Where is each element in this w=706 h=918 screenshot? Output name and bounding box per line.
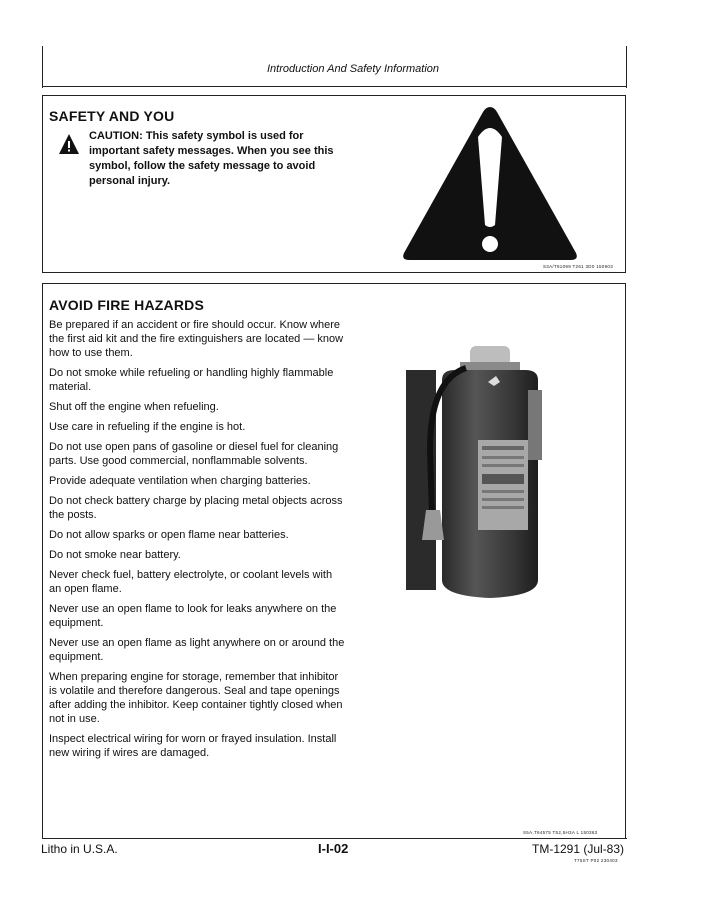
footer-litho: Litho in U.S.A. — [41, 842, 118, 856]
warning-triangle-icon — [400, 103, 580, 263]
fire-hazard-list — [49, 318, 345, 766]
safety-title: SAFETY AND YOU — [49, 108, 175, 124]
list-item: Never use an open flame to look for leaks anywhere on the equipment. — [49, 603, 337, 629]
safety-image-code: S3A/T81099 T261 3D0 150903 — [543, 264, 614, 269]
caution-triangle-icon — [58, 133, 80, 155]
footer-manual-id: TM-1291 (Jul-83) — [532, 842, 625, 856]
fire-section-bottom-rule — [42, 838, 627, 839]
list-item: Use care in refueling if the engine is hot. — [49, 421, 246, 433]
list-item: Provide adequate ventilation when charging batteries. — [49, 475, 311, 487]
fire-title: AVOID FIRE HAZARDS — [49, 297, 205, 313]
header-underline — [42, 86, 627, 87]
list-item: Never use an open flame as light anywhere on or around the equipment. — [49, 637, 345, 663]
list-item: When preparing engine for storage, remember that inhibitor is volatile and therefore dangerous. Seal and tape openings after adding the inhibitor. Keep container tightly closed when not in use. — [49, 671, 343, 725]
footer-code: T75ST P02 230403 — [574, 858, 618, 863]
list-item: Do not smoke near battery. — [49, 549, 181, 561]
list-item: Do not allow sparks or open flame near batteries. — [49, 529, 289, 541]
caution-text: CAUTION: This safety symbol is used for important safety messages. When you see this symbol, follow the safety message to avoid personal injury. — [89, 130, 334, 187]
list-item: Inspect electrical wiring for worn or frayed insulation. Install new wiring if wires are damaged. — [49, 733, 337, 759]
list-item: Do not check battery charge by placing metal objects across the posts. — [49, 495, 343, 521]
fire-image-code: S5A,T64575 T52,5H3A L 150363 — [523, 830, 598, 835]
list-item: Be prepared if an accident or fire should occur. Know where the first aid kit and the fire extinguishers are located — know how to use them. — [49, 319, 344, 359]
footer-page-number: I-I-02 — [318, 841, 349, 856]
list-item: Shut off the engine when refueling. — [49, 401, 219, 413]
list-item: Do not smoke while refueling or handling highly flammable material. — [49, 367, 334, 393]
fire-extinguisher-photo — [400, 340, 560, 620]
list-item: Do not use open pans of gasoline or diesel fuel for cleaning parts. Use good commercial, nonflammable solvents. — [49, 441, 339, 467]
header-title: Introduction And Safety Information — [266, 63, 440, 75]
list-item: Never check fuel, battery electrolyte, or coolant levels with an open flame. — [49, 569, 333, 595]
